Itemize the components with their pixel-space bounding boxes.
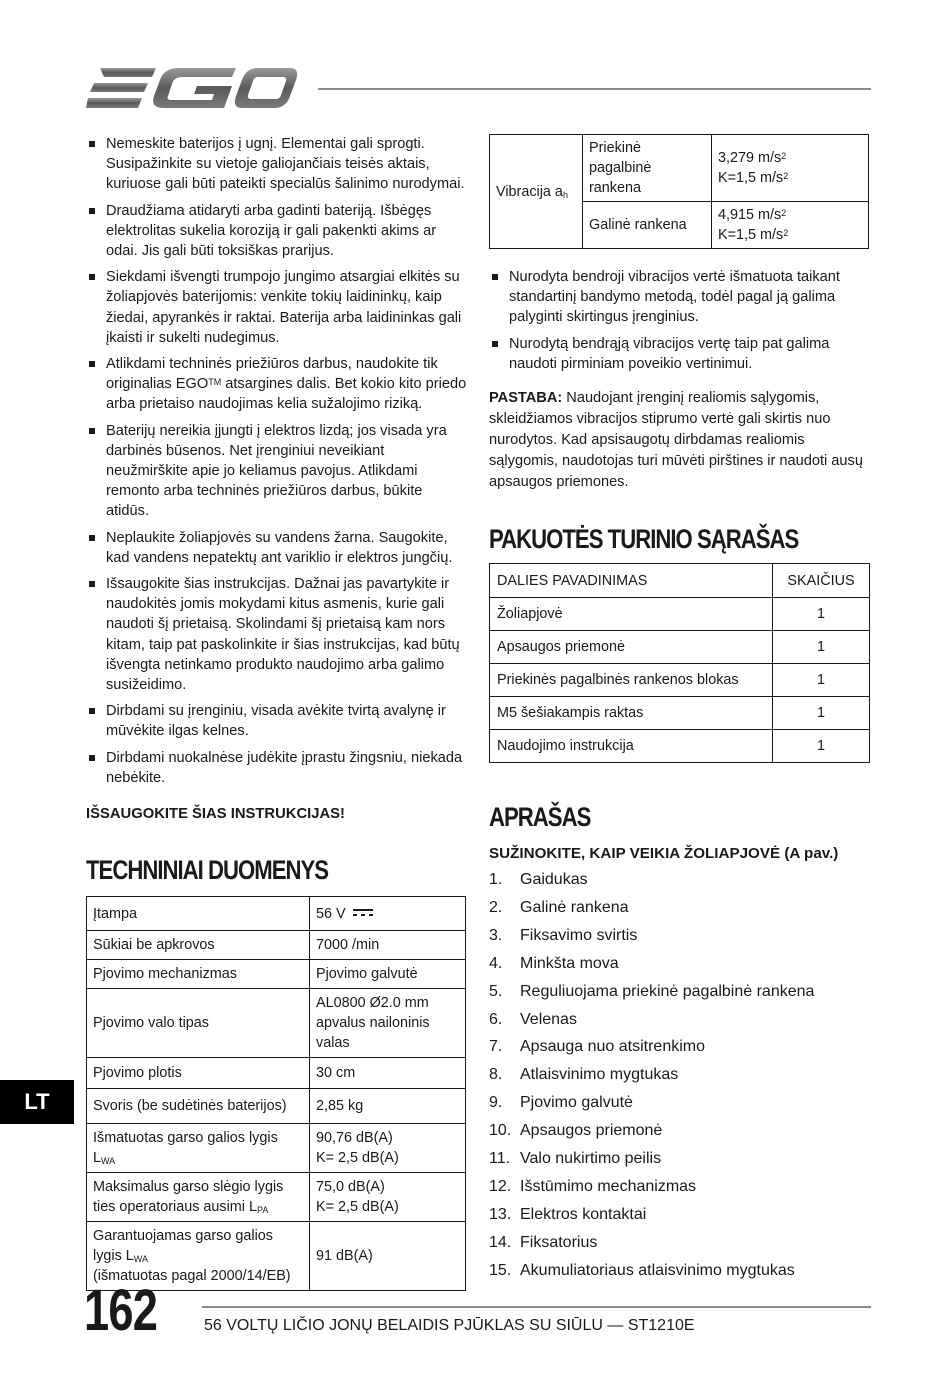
vibration-part: Galinė rankena	[583, 202, 712, 249]
right-column	[489, 134, 871, 1285]
list-item: 14. Fiksatorius	[489, 1233, 598, 1251]
vibration-label: Vibracija $a_h$	[490, 135, 583, 249]
note-paragraph: PASTABA: Naudojant įrenginį realiomis sąlygomis, skleidžiamos vibracijos stiprumo vertė gali skirtis nuo nurodytos. Kad apsisaugotų dirbdamas realiomis sąlygomis, naudotojas turi mūvėti pirštines ir naudoti ausų apsaugos priemones.	[489, 390, 863, 491]
header-rule	[318, 88, 871, 90]
table-row	[87, 1058, 466, 1089]
footer-rule	[202, 1306, 871, 1308]
table-row	[490, 135, 869, 202]
list-item: Dirbdami nuokalnėse judėkite įprastu žingsniu, niekada nebėkite.	[86, 748, 468, 788]
bullet-square-icon	[89, 535, 95, 541]
table-row	[87, 989, 466, 1058]
table-header-row	[490, 564, 870, 598]
footer-title: 56 VOLTŲ LIČIO JONŲ BELAIDIS PJŪKLAS SU SIŪLU — ST1210E	[204, 1317, 695, 1334]
vibration-part: Priekinė pagalbinė rankena	[583, 135, 712, 202]
ego-logo	[86, 64, 298, 117]
list-item: 3. Fiksavimo svirtis	[489, 926, 638, 944]
table-row	[490, 631, 870, 664]
spec-label: Sūkiai be apkrovos	[87, 931, 310, 960]
table-row	[490, 664, 870, 697]
table-row	[87, 1124, 466, 1173]
list-item: Siekdami išvengti trumpojo jungimo atsargiai elkitės su žoliapjovės baterijomis: venkite tokių laidininkų, kaip žiedai, apyrankės ir raktai. Baterija arba laidininkas gali įkaisti ir sukelti nudegimus.	[86, 267, 468, 348]
list-item: 13. Elektros kontaktai	[489, 1205, 647, 1223]
vibration-table	[489, 134, 869, 249]
bullet-square-icon	[89, 755, 95, 761]
save-instructions-notice: IŠSAUGOKITE ŠIAS INSTRUKCIJAS!	[86, 806, 345, 823]
vibration-value: 4,915 $m/s^2$ K=1,5 $m/s^2$	[712, 202, 869, 249]
spec-label: Maksimalus garso slėgio lygis ties operatoriaus ausimi $L_{PA}$	[87, 1173, 310, 1222]
part-qty: 1	[773, 664, 870, 697]
spec-value: AL0800 Ø2.0 mm apvalus nailoninis valas	[310, 989, 466, 1058]
table-row	[87, 931, 466, 960]
table-row	[490, 730, 870, 763]
spec-label: Svoris (be sudėtinės baterijos)	[87, 1089, 310, 1124]
packing-section-title: PAKUOTĖS TURINIO SĄRAŠAS	[489, 524, 799, 555]
left-column	[86, 134, 468, 1291]
list-item: 11. Valo nukirtimo peilis	[489, 1150, 662, 1168]
table-row	[87, 1089, 466, 1124]
spec-label: Pjovimo mechanizmas	[87, 960, 310, 989]
table-row	[87, 960, 466, 989]
language-tab: LT	[0, 1080, 74, 1124]
list-item: 12. Išstūmimo mechanizmas	[489, 1177, 697, 1195]
list-item: 4. Minkšta mova	[489, 954, 619, 972]
part-qty: 1	[773, 598, 870, 631]
vibration-bullet-list	[489, 267, 871, 374]
part-name: Priekinės pagalbinės rankenos blokas	[490, 664, 773, 697]
table-row	[87, 1173, 466, 1222]
list-item: 9. Pjovimo galvutė	[489, 1094, 633, 1112]
bullet-square-icon	[89, 208, 95, 214]
part-name: Apsaugos priemonė	[490, 631, 773, 664]
list-item: Baterijų nereikia įjungti į elektros lizdą; jos visada yra darbinės būsenos. Net įrenginiui neveikiant neužmirškite apie jo keliamus pavojus. Atlikdami remonto arba techninės priežiūros darbus, būkite atidūs.	[86, 421, 468, 522]
list-item: 5. Reguliuojama priekinė pagalbinė rankena	[489, 982, 815, 1000]
page-number: 162	[84, 1278, 158, 1343]
bullet-square-icon	[492, 341, 498, 347]
list-item: Nemeskite baterijos į ugnį. Elementai gali sprogti. Susipažinkite su vietoje galiojančiais teisės aktais, kuriuose gali būti pateikti specialūs šalinimo nurodymai.	[86, 134, 468, 195]
bullet-square-icon	[89, 274, 95, 280]
spec-label: Pjovimo valo tipas	[87, 989, 310, 1058]
part-qty: 1	[773, 697, 870, 730]
part-qty: 1	[773, 631, 870, 664]
part-name: Naudojimo instrukcija	[490, 730, 773, 763]
list-item: Nurodyta bendroji vibracijos vertė išmatuota taikant standartinį bandymo metodą, todėl pagal ją galima palyginti skirtingus įrenginius.	[489, 267, 871, 328]
description-section-title: APRAŠAS	[489, 802, 591, 833]
bullet-square-icon	[492, 274, 498, 280]
bullet-square-icon	[89, 361, 95, 367]
column-header-name: DALIES PAVADINIMAS	[490, 564, 773, 598]
spec-value: Pjovimo galvutė	[310, 960, 466, 989]
spec-value: 30 cm	[310, 1058, 466, 1089]
spec-label: Pjovimo plotis	[87, 1058, 310, 1089]
table-row	[87, 897, 466, 931]
list-item: 15. Akumuliatoriaus atlaisvinimo mygtukas	[489, 1261, 795, 1279]
safety-bullet-list	[86, 134, 468, 788]
table-row	[490, 598, 870, 631]
packing-table	[489, 563, 870, 763]
list-item: Draudžiama atidaryti arba gadinti bateriją. Išbėgęs elektrolitas sukelia koroziją ir gali pakenkti akims ar odai. Jis gali būti toksiškas prarijus.	[86, 201, 468, 262]
spec-value: 75,0 dB(A) K= 2,5 dB(A)	[310, 1173, 466, 1222]
part-qty: 1	[773, 730, 870, 763]
spec-value: 56 V	[310, 897, 466, 931]
spec-section-title: TECHNINIAI DUOMENYS	[86, 855, 329, 886]
vibration-value: 3,279 $m/s^2$ K=1,5 $m/s^2$	[712, 135, 869, 202]
list-item: 6. Velenas	[489, 1010, 577, 1028]
bullet-square-icon	[89, 708, 95, 714]
spec-value: 2,85 kg	[310, 1089, 466, 1124]
spec-label: Įtampa	[87, 897, 310, 931]
part-name: Žoliapjovė	[490, 598, 773, 631]
parts-numbered-list	[489, 866, 871, 1285]
list-item: 1. Gaidukas	[489, 871, 588, 889]
bullet-square-icon	[89, 581, 95, 587]
list-item: 8. Atlaisvinimo mygtukas	[489, 1066, 679, 1084]
table-row	[490, 697, 870, 730]
column-header-qty: SKAIČIUS	[773, 564, 870, 598]
spec-value: 7000 /min	[310, 931, 466, 960]
dc-symbol-icon	[352, 908, 374, 918]
list-item: Neplaukite žoliapjovės su vandens žarna. Saugokite, kad vandens nepatektų ant variklio ir elektros jungčių.	[86, 528, 468, 568]
spec-value: 90,76 dB(A) K= 2,5 dB(A)	[310, 1124, 466, 1173]
list-item: Nurodytą bendrąją vibracijos vertę taip pat galima naudoti pirminiam poveikio vertinimui.	[489, 334, 871, 374]
bullet-square-icon	[89, 141, 95, 147]
list-item: Atlikdami techninės priežiūros darbus, naudokite tik originalias EGO™ atsargines dalis. Bet kokio kito priedo arba prietaiso naudojimas kelia sužalojimo riziką.	[86, 354, 468, 415]
spec-value: 91 dB(A)	[310, 1222, 466, 1291]
part-name: M5 šešiakampis raktas	[490, 697, 773, 730]
bullet-square-icon	[89, 428, 95, 434]
spec-label: Išmatuotas garso galios lygis $L_{WA}$	[87, 1124, 310, 1173]
list-item: Išsaugokite šias instrukcijas. Dažnai jas pavartykite ir naudokitės jomis mokydami kitus asmenis, kurie gali naudoti šį prietaisą. Skolindami šį prietaisą kam nors kitam, taip pat paskolinkite ir šias instrukcijas, kad būtų išvengta netinkamo produkto naudojimo arba galimo susižeidimo.	[86, 574, 468, 695]
list-item: Dirbdami su įrenginiu, visada avėkite tvirtą avalynę ir mūvėkite ilgas kelnes.	[86, 701, 468, 741]
description-subtitle: SUŽINOKITE, KAIP VEIKIA ŽOLIAPJOVĖ (A pav.)	[489, 845, 839, 863]
list-item: 10. Apsaugos priemonė	[489, 1122, 663, 1140]
spec-table	[86, 896, 466, 1291]
list-item: 2. Galinė rankena	[489, 898, 629, 916]
list-item: 7. Apsauga nuo atsitrenkimo	[489, 1038, 705, 1056]
spec-label: Garantuojamas garso galios lygis $L_{WA}$ (išmatuotas pagal 2000/14/EB)	[87, 1222, 310, 1291]
